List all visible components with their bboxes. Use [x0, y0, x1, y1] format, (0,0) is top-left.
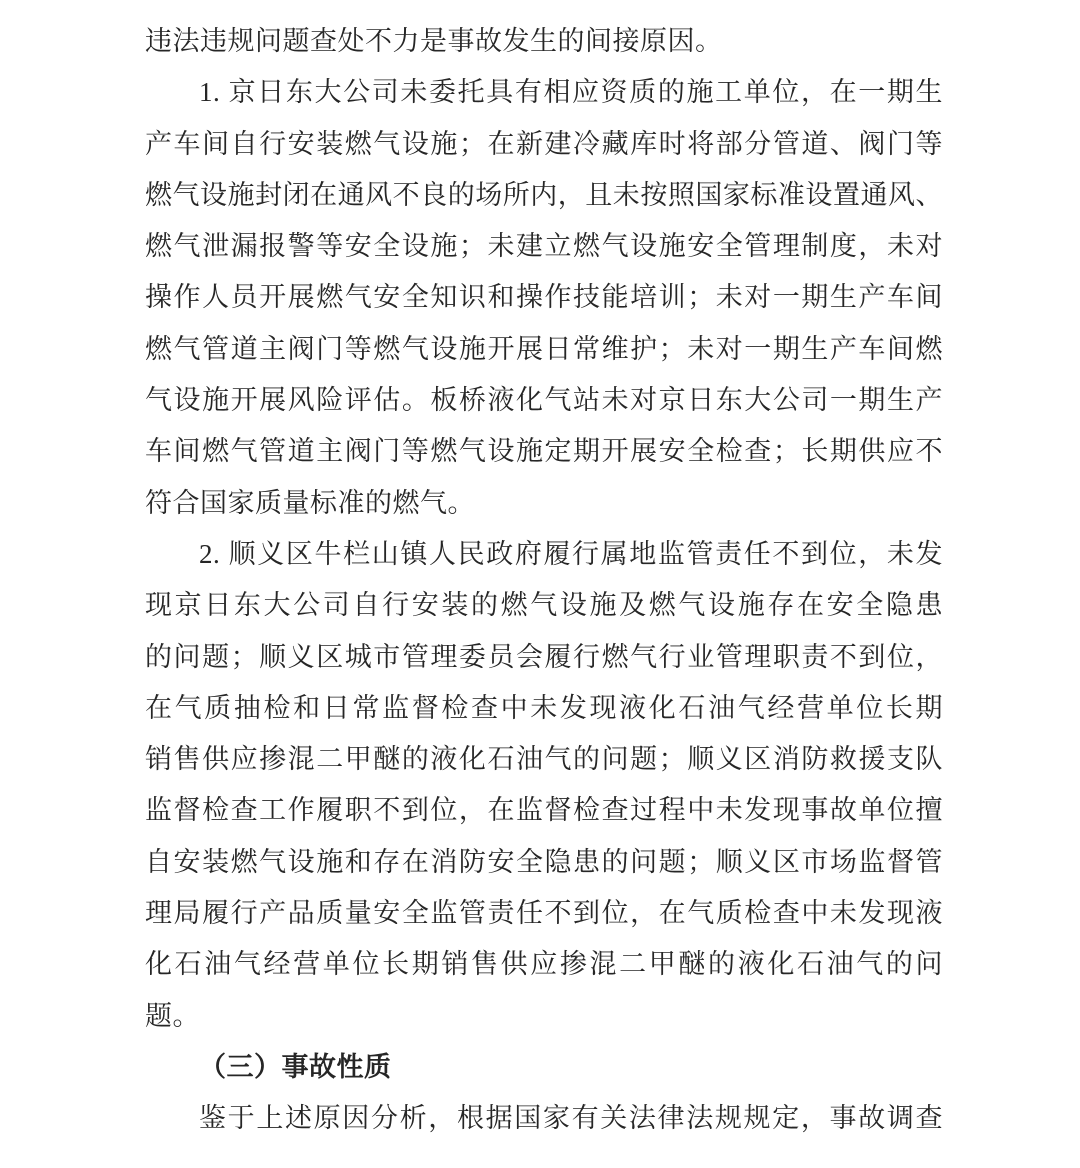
text-line: 2. 顺义区牛栏山镇人民政府履行属地监管责任不到位，未发	[199, 538, 943, 569]
section-heading: （三）事故性质	[199, 1051, 392, 1082]
text-line: 1. 京日东大公司未委托具有相应资质的施工单位，在一期生	[199, 77, 943, 108]
text-line: 产车间自行安装燃气设施；在新建冷藏库时将部分管道、阀门等	[145, 128, 943, 159]
text-line: 现京日东大公司自行安装的燃气设施及燃气设施存在安全隐患	[145, 590, 943, 621]
text-line: 销售供应掺混二甲醚的液化石油气的问题；顺义区消防救援支队	[145, 744, 943, 775]
text-line: 题。	[145, 1000, 200, 1031]
text-line: 理局履行产品质量安全监管责任不到位，在气质检查中未发现液	[145, 898, 943, 929]
text-line: 鉴于上述原因分析，根据国家有关法律法规规定，事故调查	[199, 1103, 943, 1134]
text-line: 符合国家质量标准的燃气。	[145, 487, 475, 518]
text-line: 在气质抽检和日常监督检查中未发现液化石油气经营单位长期	[145, 692, 943, 723]
text-line: 操作人员开展燃气安全知识和操作技能培训；未对一期生产车间	[145, 282, 943, 313]
text-line: 自安装燃气设施和存在消防安全隐患的问题；顺义区市场监督管	[145, 846, 943, 877]
text-line: 车间燃气管道主阀门等燃气设施定期开展安全检查；长期供应不	[145, 436, 943, 467]
text-line: 气设施开展风险评估。板桥液化气站未对京日东大公司一期生产	[145, 385, 943, 416]
text-line: 化石油气经营单位长期销售供应掺混二甲醚的液化石油气的问	[145, 949, 943, 980]
text-line: 监督检查工作履职不到位，在监督检查过程中未发现事故单位擅	[145, 795, 943, 826]
text-line: 燃气泄漏报警等安全设施；未建立燃气设施安全管理制度，未对	[145, 231, 943, 262]
text-line: 违法违规问题查处不力是事故发生的间接原因。	[145, 26, 723, 56]
text-line: 的问题；顺义区城市管理委员会履行燃气行业管理职责不到位，	[145, 641, 943, 672]
document-text-block	[145, 16, 943, 1145]
text-line: 燃气设施封闭在通风不良的场所内，且未按照国家标准设置通风、	[145, 179, 943, 210]
text-line: 燃气管道主阀门等燃气设施开展日常维护；未对一期生产车间燃	[145, 333, 943, 364]
